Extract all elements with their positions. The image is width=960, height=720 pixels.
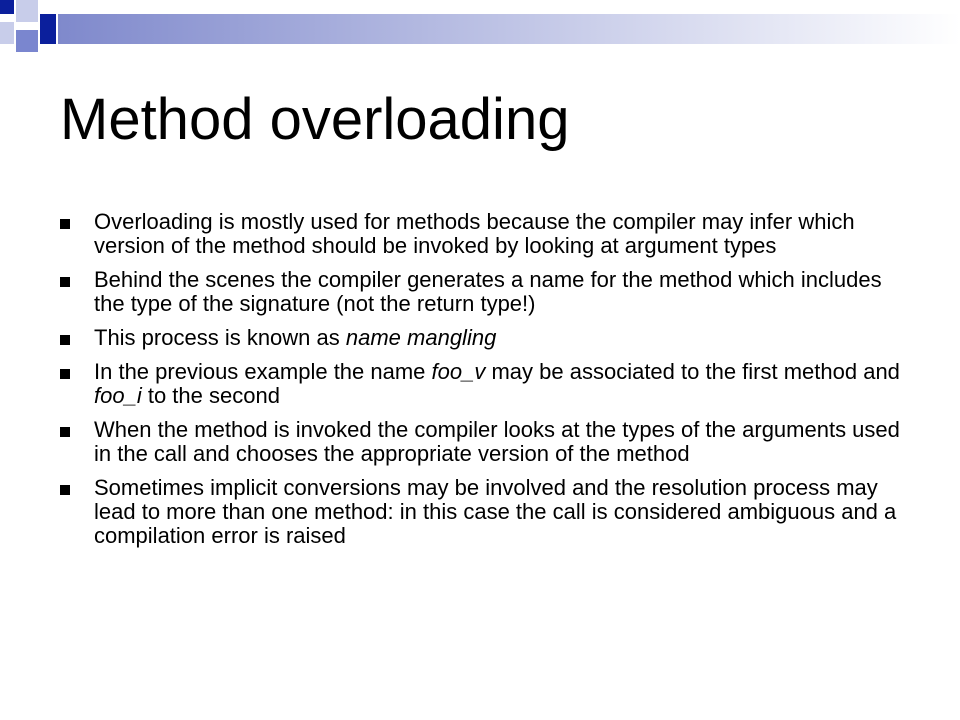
bullet-text-segment: This process is known as — [94, 325, 346, 350]
deco-square-mid — [40, 14, 56, 44]
deco-square-light — [16, 0, 38, 22]
bullet-text-italic: foo_v — [431, 359, 486, 384]
deco-square-pale — [0, 22, 14, 44]
bullet-text — [94, 475, 896, 548]
bullet-text-segment: Overloading is mostly used for methods because the compiler may infer which version of the method should be invoked by looking at argument types — [94, 209, 855, 258]
square-bullet-icon — [60, 277, 70, 287]
bullet-text — [94, 417, 900, 466]
square-bullet-icon — [60, 427, 70, 437]
deco-gradient-bar — [58, 14, 960, 44]
square-bullet-icon — [60, 219, 70, 229]
bullet-text — [94, 325, 496, 350]
bullet-item — [60, 418, 900, 466]
bullet-item — [60, 476, 900, 548]
bullet-text — [94, 209, 855, 258]
deco-square-dark — [0, 0, 14, 14]
bullet-list — [60, 210, 900, 558]
square-bullet-icon — [60, 335, 70, 345]
bullet-item — [60, 360, 900, 408]
bullet-text — [94, 359, 900, 408]
square-bullet-icon — [60, 485, 70, 495]
bullet-text-segment: When the method is invoked the compiler looks at the types of the arguments used in the call and chooses the appropriate version of the method — [94, 417, 900, 466]
decorative-header — [0, 0, 960, 60]
bullet-text-segment: In the previous example the name — [94, 359, 432, 384]
bullet-text-segment: Behind the scenes the compiler generates a name for the method which includes the type of the signature (not the return type!) — [94, 267, 882, 316]
bullet-text — [94, 267, 882, 316]
bullet-text-italic: foo_i — [94, 383, 142, 408]
bullet-text-italic: name mangling — [345, 325, 497, 350]
bullet-item — [60, 326, 900, 350]
bullet-item — [60, 268, 900, 316]
bullet-text-segment: to the second — [141, 383, 280, 408]
slide-title: Method overloading — [60, 87, 570, 152]
bullet-text-segment: may be associated to the first method and — [485, 359, 900, 384]
deco-square-soft — [16, 30, 38, 52]
bullet-item — [60, 210, 900, 258]
bullet-text-segment: Sometimes implicit conversions may be involved and the resolution process may lead to more than one method: in this case the call is considered ambiguous and a compilation error is raised — [94, 475, 897, 548]
square-bullet-icon — [60, 369, 70, 379]
